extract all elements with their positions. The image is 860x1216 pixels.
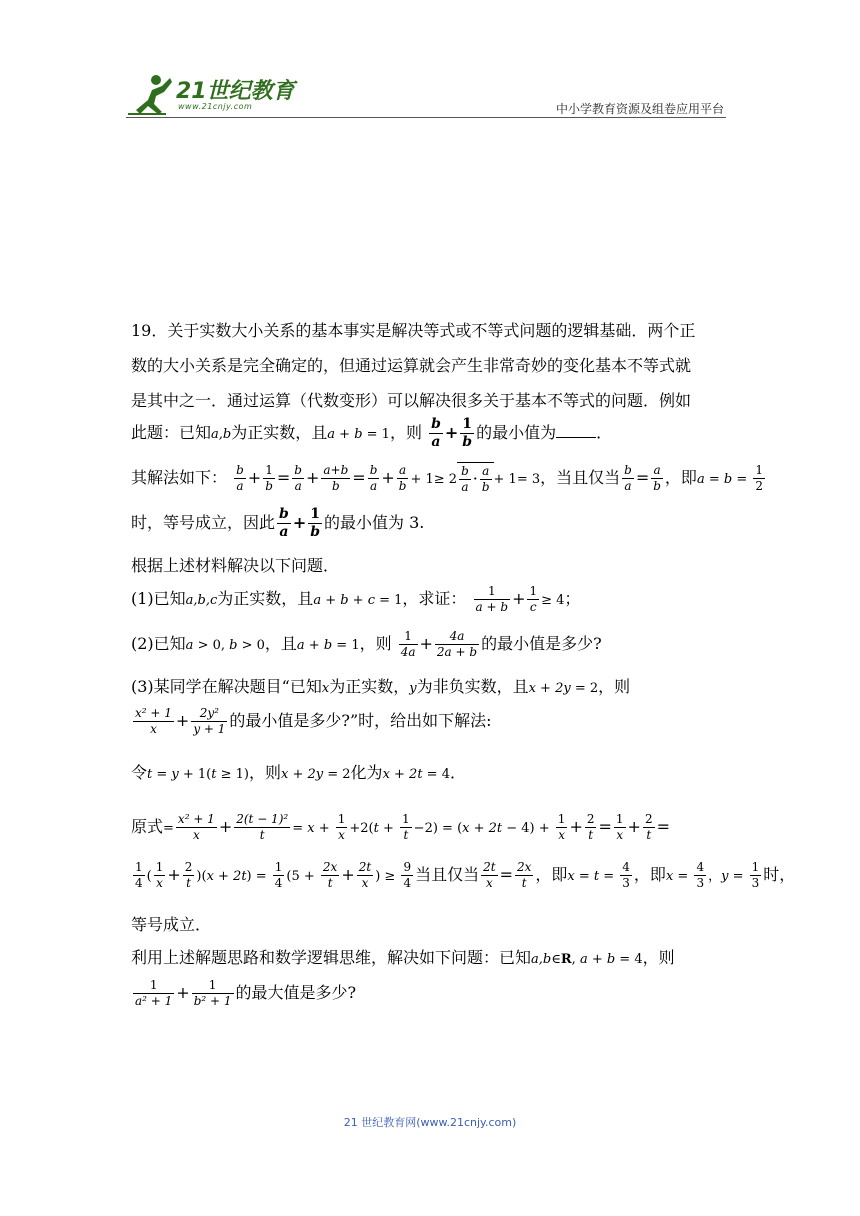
logo-url: www.21cnjy.com xyxy=(178,102,253,111)
paragraph-line: $\frac{1}{4}$ ( $\frac{1}{x}$ + $\frac{2}{t}$ )(x + 2t) = $\frac{1}{4}$ (5 + $\frac{2x}{t}$ + $\frac{2t}{x}$ ) ≥ $\frac{9}{4}$ 当且仅当 $\frac{2t}{x}$ = $\frac{2x}{t}$ ，即x = t = $\frac{4}{3}$ ，即x = $\frac{4}{3}$ ，y = $\frac{1}{3}$ 时， xyxy=(135,860,796,890)
question-3: (3)某同学在解决题目“已知x为正实数，y为非负实数，且x + 2y = 2，则 xyxy=(131,677,631,696)
paragraph-line: $\frac{1}{\text{a² + 1}}$ + $\frac{1}{\text{b² + 1}}$ 的最大值是多少? xyxy=(135,978,357,1008)
answer-blank[interactable] xyxy=(556,423,596,438)
paragraph-line: 时，等号成立，因此 $\frac{b}{a}$ + $\frac{1}{b}$ 的最小值为 3. xyxy=(131,506,425,540)
paragraph-line: 19．关于实数大小关系的基本事实是解决等式或不等式问题的逻辑基础．两个正 xyxy=(131,321,696,340)
logo xyxy=(126,70,296,118)
paragraph-line: 原式= $\frac{\text{x² + 1}}{x}$ + $\frac{\text{2(t − 1)²}}{t}$ = x + $\frac{1}{x}$ +2(t + $\frac{1}{t}$ −2) = (x + 2t − 4) + $\frac{1}{x}$ + $\frac{2}{t}$ = $\frac{1}{x}$ + $\frac{2}{t}$ = xyxy=(131,812,670,842)
footer-link[interactable]: 21 世纪教育网(www.21cnjy.com) xyxy=(343,1116,517,1129)
question-1: (1)已知a,b,c为正实数，且a + b + c = 1，求证： $\frac{1}{a + b}$ + $\frac{1}{c}$ ≥ 4； xyxy=(131,584,581,614)
paragraph-line: 数的大小关系是完全确定的，但通过运算就会产生非常奇妙的变化基本不等式就 xyxy=(131,356,692,375)
paragraph-line: 此题：已知a,b为正实数，且a + b = 1，则 $\frac{b}{a}$ + $\frac{1}{b}$ 的最小值为 ． xyxy=(131,416,613,450)
question-2: (2)已知a > 0, b > 0，且a + b = 1，则 $\frac{1}{4a}$ + $\frac{4a}{2a + b}$ 的最小值是多少? xyxy=(131,629,602,659)
paragraph-line: 其解法如下： $\frac{b}{a}$ + $\frac{1}{b}$ = $\frac{b}{a}$ + $\frac{a+b}{b}$ = $\frac{b}{a}$ + $\frac{a}{b}$ + 1≥ 2 $\frac{b}{a}$ · $\frac{a}{b}$ + 1= 3，当且仅当 $\frac{b}{a}$ = $\frac{a}{b}$ ，即a = b = $\frac{1}{2}$ xyxy=(131,463,764,494)
paragraph-line: 根据上述材料解决以下问题． xyxy=(131,556,340,575)
paragraph-line: $\frac{\text{x² + 1}}{x}$ + $\frac{\text{2y²}}{y + 1}$ 的最小值是多少?”时，给出如下解法: xyxy=(135,706,492,736)
logo-text: 21世纪教育 xyxy=(176,79,295,104)
question-4: 利用上述解题思路和数学逻辑思维，解决如下问题：已知a,b∈R, a + b = 4，则 xyxy=(131,948,675,967)
page-header xyxy=(126,70,726,120)
platform-label: 中小学教育资源及组卷应用平台 xyxy=(555,102,724,116)
paragraph-line: 等号成立． xyxy=(131,915,212,934)
paragraph-line: 令t = y + 1(t ≥ 1)，则x + 2y = 2化为x + 2t = 4． xyxy=(131,763,466,782)
runner-logo-icon xyxy=(126,70,176,118)
header-divider xyxy=(126,117,726,118)
paragraph-line: 是其中之一．通过运算（代数变形）可以解决很多关于基本不等式的问题．例如 xyxy=(131,391,692,410)
